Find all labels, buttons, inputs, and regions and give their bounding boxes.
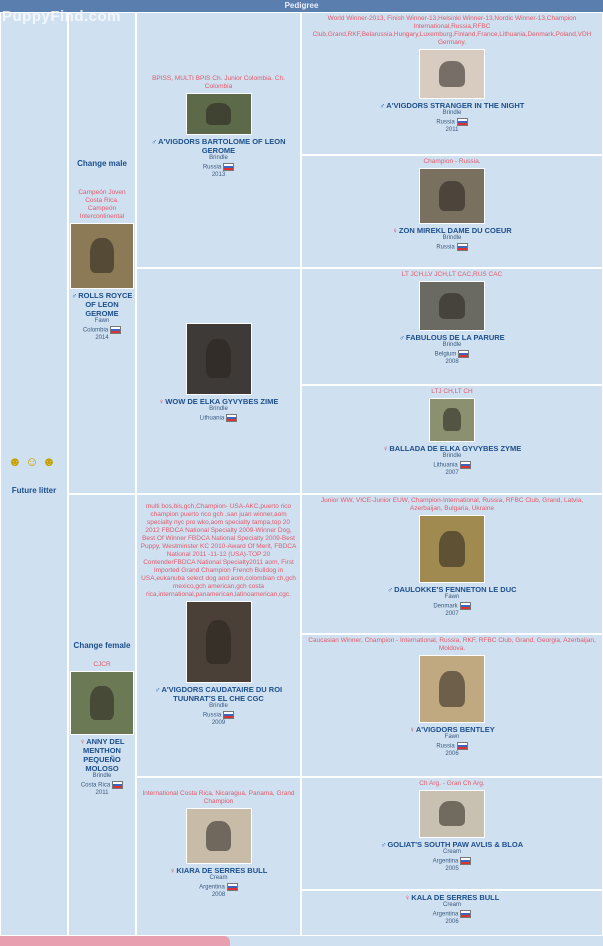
dog-color: Cream [442,902,461,908]
pedigree-grid [0,12,603,936]
titles-text: CJCR [93,661,111,668]
grandparent-cell [136,494,301,777]
male-symbol-icon: ♂ [151,137,158,146]
dog-photo[interactable] [186,93,252,135]
dog-photo[interactable] [186,601,252,683]
dog-name-text[interactable]: ROLLS ROYCE OF LEON GEROME [78,291,133,318]
dog-photo[interactable] [419,168,485,224]
dog-color: Brindle [209,155,228,161]
dog-name-text[interactable]: FABULOUS DE LA PARURE [405,333,505,342]
country-flag-icon [227,883,238,891]
dog-name-link[interactable] [69,291,135,318]
root-cell [0,12,68,936]
titles-text: LTJ CH,LT CH [431,388,473,395]
dog-country [302,910,602,919]
great-grandparent-cell [301,12,603,155]
watermark: PuppyFind.com [2,8,121,25]
dog-photo[interactable] [70,671,134,735]
titles-text: BPISS, MULTI BPIS Ch. Junior Colombia. Ch. Colombia [152,75,285,90]
male-symbol-icon: ♂ [154,685,161,694]
dog-name-text[interactable]: DAULOKKE'S FENNETON LE DUC [394,585,517,594]
dog-year: 2007 [445,469,459,476]
dog-country [137,711,300,720]
dog-name-link[interactable] [302,333,602,342]
dog-name-text[interactable]: WOW DE ELKA GYVYBES ZIME [165,397,279,406]
dog-photo[interactable] [186,323,252,395]
titles-text: Junior WW, VICE-Junior EUW, Champion-International, Russia, RFBC Club, Grand, Latvia, Azerbaijan, Bulgaria, Ukraine [320,497,584,512]
country-text: Russia [436,119,455,126]
great-grandparent-cell [301,385,603,494]
dog-name-text[interactable]: GOLIAT'S SOUTH PAW AVLIS & BLOA [387,840,524,849]
change-parent-link[interactable]: Change male [77,159,127,168]
dog-country [137,883,300,892]
female-symbol-icon: ♀ [409,725,415,734]
dog-name-text[interactable]: A'VIGDORS BARTOLOME OF LEON GEROME [158,137,286,155]
country-flag-icon [223,163,234,171]
dog-country [302,243,602,252]
titles-text: Champion - Russia. [423,158,481,165]
change-parent-link[interactable]: Change female [73,641,131,650]
dog-name-link[interactable] [137,866,300,875]
country-text: Lithuania [199,415,225,422]
dog-name-text[interactable]: A'VIGDORS BENTLEY [415,725,495,734]
dog-name-link[interactable] [302,444,602,453]
country-flag-icon [110,326,121,334]
dog-year: 2008 [211,891,226,898]
dog-color: Cream [442,849,461,855]
dog-country [302,461,602,470]
male-symbol-icon: ♂ [380,840,387,849]
great-grandparent-cell [301,890,603,936]
great-grandparent-cell [301,634,603,777]
dog-color: Brindle [92,773,112,779]
female-symbol-icon: ♀ [392,226,398,235]
dog-name-text[interactable]: KIARA DE SERRES BULL [176,866,268,875]
great-grandparent-cell [301,777,603,890]
dog-country [302,742,602,751]
country-text: Argentina [432,858,459,865]
dog-year: 2008 [445,358,459,365]
dog-name-link[interactable] [302,840,602,849]
country-flag-icon [460,910,471,918]
dog-year: 2011 [445,126,459,133]
country-flag-icon [112,781,123,789]
dog-name-text[interactable]: A'VIGDORS STRANGER IN THE NIGHT [386,101,525,110]
country-text: Lithuania [433,462,458,469]
dog-color: Brindle [442,110,462,116]
future-litter-label: Future litter [11,486,57,495]
country-text: Russia [436,244,455,251]
dog-photo[interactable] [419,655,485,723]
dog-photo[interactable] [429,398,475,442]
dog-country [69,326,135,335]
country-text: Russia [202,164,222,171]
dog-year: 2005 [445,865,459,872]
dog-country [137,163,300,172]
dog-color: Fawn [444,734,460,740]
country-flag-icon [460,461,471,469]
female-symbol-icon: ♀ [169,866,176,875]
titles-text: LT JCH,LV JCH,LT CAC,RUS CAC [401,271,503,278]
male-symbol-icon: ♂ [379,101,386,110]
dog-country [69,781,135,790]
dog-name-link[interactable] [302,893,602,902]
male-symbol-icon: ♂ [399,333,405,342]
grandparent-cell [136,268,301,494]
dog-color: Brindle [209,406,228,412]
grandparent-cell [136,777,301,936]
dog-name-link[interactable] [302,585,602,594]
dog-country [302,602,602,611]
country-text: Argentina [199,884,225,891]
dog-name-link[interactable] [302,101,602,110]
dog-year: 2006 [445,750,459,757]
country-flag-icon [460,857,471,865]
dog-name-text[interactable]: ANNY DEL MENTHON PEQUEÑO MOLOSO [83,737,125,773]
great-grandparent-cell [301,268,603,385]
dog-name-link[interactable] [137,685,300,703]
pedigree-title: Pedigree [0,0,603,12]
country-text: Russia [436,743,455,750]
grandparent-cell [136,12,301,268]
parent-cell-dam [68,494,136,936]
titles-text: Campeón Joven Costa Rica. Campeón Intercontinental [78,189,126,220]
country-text: Colombia [82,327,109,334]
parent-cell-sire [68,12,136,494]
country-flag-icon [457,742,468,750]
dog-color: Cream [209,875,228,881]
dog-color: Brindle [442,453,462,459]
country-flag-icon [226,414,237,422]
titles-text: Caucasian Winner, Champion - International, Russia, RKF, RFBC Club, Grand, Georgia, Azerbaijan, Moldova. [308,637,596,652]
dog-year: 2006 [445,918,459,925]
dog-photo[interactable] [419,281,485,331]
dog-year: 2011 [95,789,109,796]
country-text: Argentina [432,911,459,918]
country-text: Russia [202,712,222,719]
dog-country [302,857,602,866]
dog-country [302,118,602,127]
country-flag-icon [457,118,468,126]
great-grandparent-cell [301,494,603,634]
dog-photo[interactable] [419,49,485,99]
dog-photo[interactable] [419,790,485,838]
titles-text: International Costa Rica, Nicaragua, Panama, Grand Champion [142,790,295,805]
male-symbol-icon: ♂ [71,291,78,300]
country-flag-icon [223,711,234,719]
country-text: Costa Rica [80,782,111,789]
titles-text: World Winner-2013, Finish Winner-13,Helsinki Winner-13,Nordic Winner-13,Champion International,Russia,RFBC Club,Grand,RKF,Belarussia,Hungary,Luxemburg,Finland,France,Lithuania,Denmark,Poland,VDH Germany. [312,15,592,46]
dog-name-link[interactable] [137,397,300,406]
dog-photo[interactable] [419,515,485,583]
bottom-scroll-strip[interactable] [0,936,230,946]
dog-year: 2009 [211,719,226,726]
country-text: Denmark [433,603,458,610]
dog-color: Brindle [442,342,462,348]
dog-photo[interactable] [186,808,252,864]
dog-name-link[interactable] [69,737,135,773]
dog-name-text[interactable]: KALA DE SERRES BULL [411,893,500,902]
female-symbol-icon: ♀ [404,893,411,902]
country-flag-icon [460,602,471,610]
dog-name-text[interactable]: ZON MIREKL DAME DU COEUR [398,226,512,235]
dog-name-link[interactable] [137,137,300,155]
dog-name-text[interactable]: A'VIGDORS CAUDATAIRE DU ROI TUUNRAT'S EL CHE CGC [161,685,283,703]
dog-color: Brindle [442,235,462,241]
dog-year: 2014 [95,334,109,341]
country-flag-icon [458,350,469,358]
puppies-emoji-icon: ☻ ☺ ☻ [8,454,56,469]
dog-year: 2007 [445,610,459,617]
country-text: Belgium [434,351,457,358]
dog-country [137,414,300,423]
female-symbol-icon: ♀ [158,397,165,406]
titles-text: multi bos,bis,gch,Champion- USA-AKC,puerto rico champion puerto rico gch ,san juan winner,aom specialty nyc pro wko,aom specialty tampa,top 20 2012 FBDCA National Specialty 2009-Winner Dog, Best Of Winner FBDCA National Specialty 2009-Best Puppy, Westminster KC 2010-Award Of Merit, FBDCA National 2011 -11-12 (USA)-TOP 20 ContenderFBDCA National Specialty2011 aom, First Imported Grand Champion French Bulldog in USA,eukanuba select dog and aom,colombian ch,gch mexico,gch american,gch costa rica,international,panamerican,latinoamerican,cgc. [140,503,297,598]
dog-photo[interactable] [70,223,134,289]
country-flag-icon [457,243,468,251]
male-symbol-icon: ♂ [387,585,394,594]
dog-color: Fawn [444,594,460,600]
great-grandparent-cell [301,155,603,268]
dog-color: Fawn [94,318,110,324]
dog-country [302,350,602,359]
titles-text: Ch Arg. - Gran Ch Arg. [419,780,485,787]
dog-name-link[interactable] [302,226,602,235]
dog-color: Brindle [209,703,228,709]
female-symbol-icon: ♀ [79,737,86,746]
dog-year: 2013 [211,171,226,178]
female-symbol-icon: ♀ [382,444,389,453]
dog-name-link[interactable] [302,725,602,734]
dog-name-text[interactable]: BALLADA DE ELKA GYVYBES ZYME [389,444,522,453]
